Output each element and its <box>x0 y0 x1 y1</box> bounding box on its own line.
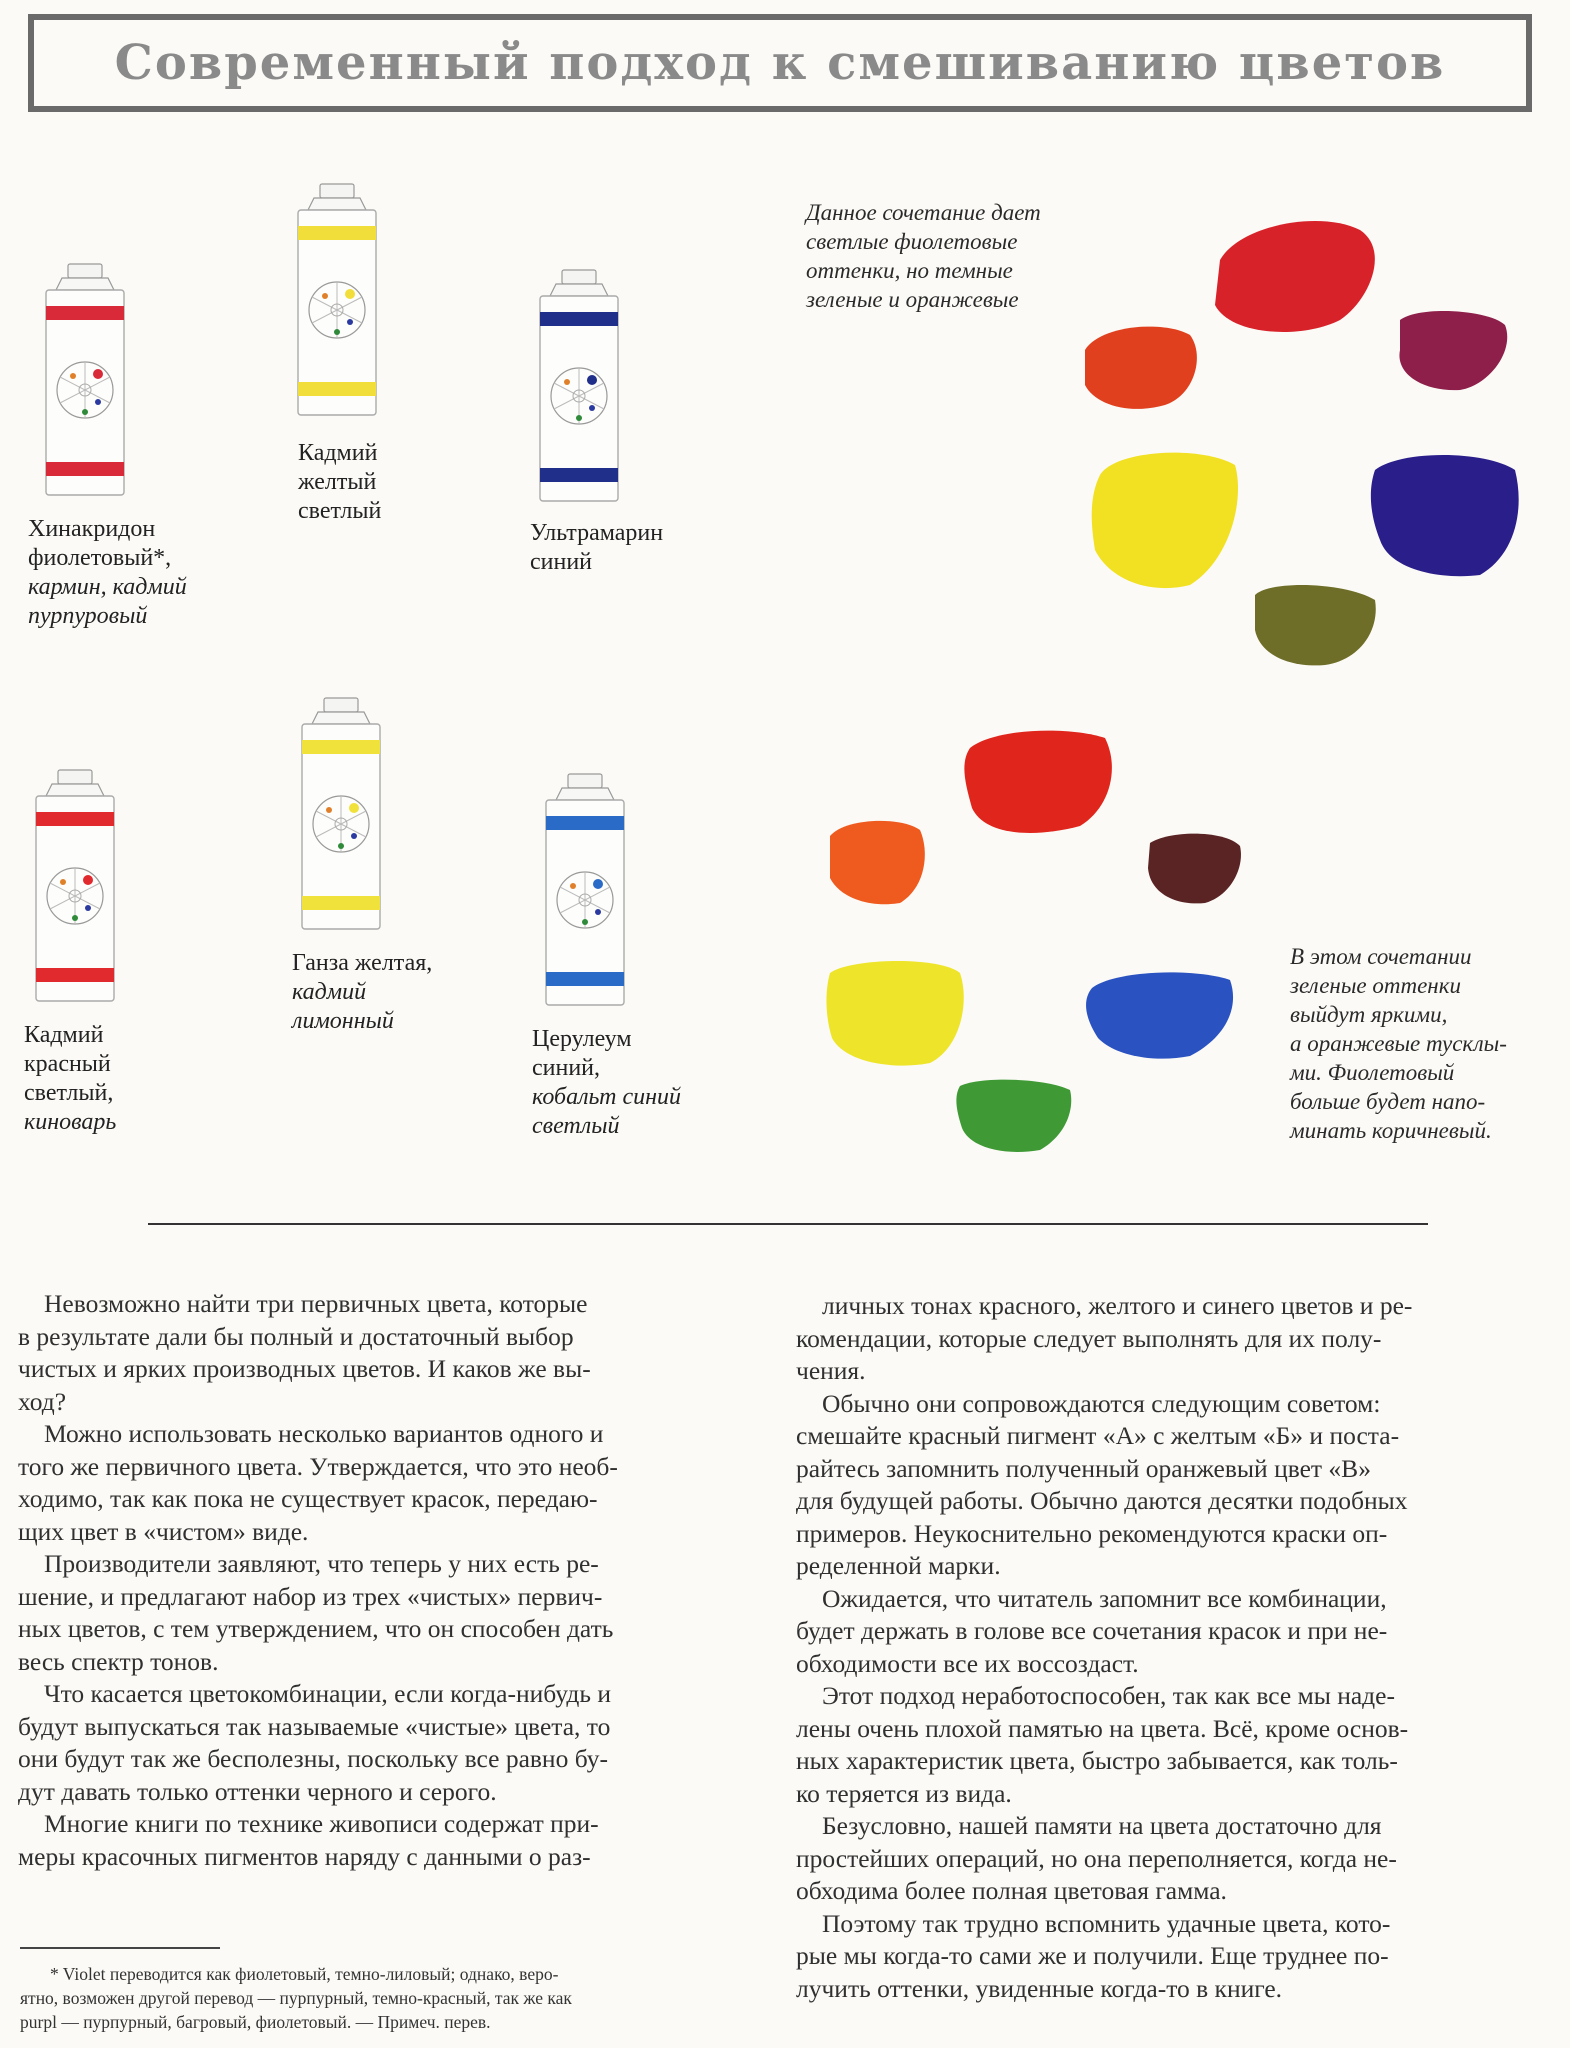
tube-color-wheel-icon <box>70 373 76 379</box>
tube-label-line: Кадмий <box>298 440 378 466</box>
body-line: будет держать в голове все сочетания красок и при не- <box>796 1616 1388 1645</box>
tube-color-wheel-icon <box>93 369 103 379</box>
tube-band <box>540 312 618 326</box>
caption-bottom-line: В этом сочетании <box>1290 944 1472 969</box>
tube-band <box>546 972 624 986</box>
paint-tube-icon <box>30 768 120 1008</box>
tube-color-wheel-icon <box>322 293 328 299</box>
tube-band <box>546 816 624 830</box>
body-paragraph <box>796 1680 1548 1810</box>
caption-bottom-line: минать коричневый. <box>1290 1118 1492 1143</box>
body-line: простейших операций, но она переполняется, когда не- <box>796 1843 1397 1873</box>
paint-tube-icon <box>534 268 624 508</box>
body-line: ко теряется из вида. <box>796 1778 1012 1808</box>
tube-color-wheel-icon <box>593 879 603 889</box>
footnote-divider <box>20 1947 220 1949</box>
body-line: весь спектр тонов. <box>18 1646 219 1676</box>
swatch-orange <box>830 821 925 904</box>
tube-band <box>36 812 114 826</box>
caption-bottom-line: выйдут яркими, <box>1290 1002 1448 1027</box>
tube-body <box>58 770 92 784</box>
tube-body <box>568 774 602 788</box>
label-cerulean <box>532 1025 681 1141</box>
tube-color-wheel-icon <box>564 379 570 385</box>
tube-label-alt-line: лимонный <box>292 1008 394 1034</box>
body-column-right <box>796 1290 1548 2005</box>
tube-quinacridone <box>40 262 130 502</box>
tube-color-wheel-icon <box>582 919 588 925</box>
tube-band <box>298 382 376 396</box>
paint-tube-icon <box>296 696 386 936</box>
body-line: в результате дали бы полный и достаточный выбор <box>18 1321 574 1351</box>
tube-color-wheel-icon <box>351 833 357 839</box>
body-line: Можно использовать несколько вариантов одного и <box>44 1419 604 1448</box>
body-paragraph <box>18 1548 768 1678</box>
paint-tube-icon <box>540 772 630 1012</box>
tube-label-alt-line: светлый <box>532 1113 620 1139</box>
body-line: комендации, которые следует выполнять для их полу- <box>796 1323 1382 1353</box>
body-line: Обычно они сопровождаются следующим советом: <box>822 1388 1381 1418</box>
swatch-wheel-2 <box>820 718 1260 1168</box>
tube-label-alt-line: кармин, кадмий <box>28 574 187 600</box>
body-line: дут давать только оттенки черного и серого. <box>18 1776 497 1806</box>
tube-color-wheel-icon <box>82 409 88 415</box>
tube-label-alt-line: киноварь <box>24 1109 117 1135</box>
body-paragraph <box>796 1810 1548 1908</box>
tube-color-wheel-icon <box>589 405 595 411</box>
body-line: Невозможно найти три первичных цвета, которые <box>44 1289 588 1318</box>
body-column-left <box>18 1288 768 1873</box>
body-line: меры красочных пигментов наряду с данными о раз- <box>18 1841 591 1871</box>
caption-top-line: светлые фиолетовые <box>806 229 1018 254</box>
tube-band <box>302 896 380 910</box>
tube-color-wheel-icon <box>334 329 340 335</box>
body-line: смешайте красный пигмент «А» с желтым «Б» и поста- <box>796 1421 1400 1450</box>
caption-top-line: оттенки, но темные <box>806 258 1013 283</box>
body-line: Производители заявляют, что теперь у них есть ре- <box>44 1549 599 1578</box>
tube-color-wheel-icon <box>72 915 78 921</box>
tube-color-wheel-icon <box>349 803 359 813</box>
body-line: рые мы когда-то сами же и получили. Еще труднее по- <box>796 1941 1389 1970</box>
tube-label-alt-line: кобальт синий <box>532 1084 682 1110</box>
tube-body <box>550 284 608 296</box>
tube-color-wheel-icon <box>347 319 353 325</box>
tube-color-wheel-icon <box>326 807 332 813</box>
caption-bottom-line: больше будет напо- <box>1290 1089 1486 1114</box>
tube-cerulean <box>540 772 630 1012</box>
caption-top-line: Данное сочетание дает <box>806 200 1041 225</box>
tube-color-wheel-icon <box>345 289 355 299</box>
swatch-brown <box>1148 834 1241 904</box>
body-line: щих цвет в «чистом» виде. <box>18 1516 309 1546</box>
caption-bottom-line: ми. Фиолетовый <box>1290 1060 1455 1085</box>
body-paragraph <box>796 1290 1548 1388</box>
tube-body <box>46 784 104 796</box>
body-line: ход? <box>18 1386 67 1416</box>
label-cadmium-red-light <box>24 1021 116 1137</box>
tube-cadmium-yellow-light <box>292 182 382 422</box>
swatch-red <box>964 731 1112 833</box>
swatch-red <box>1215 221 1375 332</box>
tube-band <box>46 306 124 320</box>
tube-color-wheel-icon <box>85 905 91 911</box>
tube-label-line: синий, <box>532 1055 601 1081</box>
body-line: лучить оттенки, увиденные когда-то в книге. <box>796 1973 1283 2003</box>
section-divider <box>148 1223 1428 1225</box>
body-paragraph <box>18 1288 768 1418</box>
swatch-blue <box>1086 972 1233 1058</box>
body-line: чистых и ярких производных цветов. И каков же вы- <box>18 1354 591 1383</box>
body-paragraph <box>796 1583 1548 1681</box>
body-line: чения. <box>796 1356 866 1385</box>
body-line: шение, и предлагают набор из трех «чистых» первич- <box>18 1581 603 1611</box>
swatch-wheel-1 <box>1070 210 1540 680</box>
body-line: обходимости все их воссоздаст. <box>796 1648 1139 1678</box>
caption-bottom-line: зеленые оттенки <box>1290 973 1461 998</box>
footnote <box>20 1962 760 2034</box>
body-line: обходима более полная цветовая гамма. <box>796 1876 1227 1905</box>
tube-ultramarine <box>534 268 624 508</box>
page-title: Современный подход к смешиванию цветов <box>114 35 1446 91</box>
body-paragraph <box>796 1388 1548 1583</box>
tube-band <box>302 740 380 754</box>
tube-band <box>46 462 124 476</box>
swatch-magenta <box>1399 311 1507 390</box>
tube-hansa-yellow <box>296 696 386 936</box>
tube-color-wheel-icon <box>587 375 597 385</box>
tube-label-alt-line: кадмий <box>292 979 367 1005</box>
body-line: Этот подход неработоспособен, так как все мы наде- <box>822 1681 1395 1710</box>
tube-color-wheel-icon <box>95 399 101 405</box>
body-paragraph <box>18 1808 768 1873</box>
body-paragraph <box>18 1678 768 1808</box>
tube-color-wheel-icon <box>338 843 344 849</box>
body-line: ных цветов, с тем утверждением, что он способен дать <box>18 1614 614 1643</box>
tube-band <box>36 968 114 982</box>
caption-top-line: зеленые и оранжевые <box>806 287 1019 312</box>
tube-body <box>324 698 358 712</box>
label-quinacridone <box>28 515 187 631</box>
footnote-line: * Violet переводится как фиолетовый, темно-лиловый; однако, веро- <box>50 1964 559 1984</box>
paint-tube-icon <box>40 262 130 502</box>
swatch-yellow <box>1092 453 1238 588</box>
caption-top <box>806 198 1041 314</box>
body-line: они будут так же бесполезны, поскольку все равно бу- <box>18 1744 608 1773</box>
swatch-olive <box>1255 585 1376 665</box>
swatch-orange <box>1085 327 1197 409</box>
label-ultramarine <box>530 519 663 577</box>
tube-label-line: светлый <box>298 498 382 524</box>
tube-band <box>540 468 618 482</box>
body-line: для будущей работы. Обычно даются десятки подобных <box>796 1486 1408 1515</box>
label-cadmium-yellow-light <box>298 439 381 526</box>
body-line: ходимо, так как пока не существует красок, передаю- <box>18 1484 598 1513</box>
tube-label-line: синий <box>530 549 593 575</box>
body-line: Что касается цветокомбинации, если когда-нибудь и <box>44 1679 612 1708</box>
tube-body <box>308 198 366 210</box>
title-frame <box>28 14 1532 112</box>
label-hansa-yellow <box>292 949 432 1036</box>
body-line: того же первичного цвета. Утверждается, что это необ- <box>18 1451 618 1481</box>
body-line: Поэтому так трудно вспомнить удачные цвета, кото- <box>822 1908 1391 1938</box>
body-line: будут выпускаться так называемые «чистые» цвета, то <box>18 1711 611 1741</box>
body-line: примеров. Неукоснительно рекомендуются краски оп- <box>796 1518 1388 1548</box>
tube-body <box>320 184 354 198</box>
body-line: Ожидается, что читатель запомнит все комбинации, <box>822 1583 1387 1613</box>
body-paragraph <box>796 1908 1548 2006</box>
body-line: ределенной марки. <box>796 1551 1001 1580</box>
tube-color-wheel-icon <box>60 879 66 885</box>
swatch-green <box>956 1080 1071 1152</box>
tube-color-wheel-icon <box>576 415 582 421</box>
tube-body <box>312 712 370 724</box>
swatch-yellow <box>826 961 963 1066</box>
body-line: райтесь запомнить полученный оранжевый цвет «В» <box>796 1453 1371 1483</box>
tube-label-line: Ультрамарин <box>530 520 664 546</box>
tube-label-line: Кадмий <box>24 1022 104 1048</box>
tube-label-line: Церулеум <box>532 1026 632 1052</box>
tube-color-wheel-icon <box>570 883 576 889</box>
tube-color-wheel-icon <box>595 909 601 915</box>
tube-label-line: фиолетовый*, <box>28 545 172 571</box>
tube-color-wheel-icon <box>83 875 93 885</box>
body-line: лены очень плохой памятью на цвета. Всё, кроме основ- <box>796 1713 1409 1743</box>
body-line: Безусловно, нашей памяти на цвета достаточно для <box>822 1811 1382 1840</box>
tube-body <box>68 264 102 278</box>
tube-label-line: красный <box>24 1051 111 1077</box>
tube-body <box>56 278 114 290</box>
body-line: ных характеристик цвета, быстро забывается, как толь- <box>796 1746 1398 1775</box>
tube-cadmium-red-light <box>30 768 120 1008</box>
footnote-line: ятно, возможен другой перевод — пурпурный, темно-красный, так же как <box>20 1988 572 2008</box>
footnote-line: purpl — пурпурный, багровый, фиолетовый. — Примеч. перев. <box>20 2012 491 2032</box>
tube-label-line: светлый, <box>24 1080 114 1106</box>
tube-body <box>562 270 596 284</box>
tube-label-line: желтый <box>298 469 377 495</box>
caption-bottom-line: а оранжевые тусклы- <box>1290 1031 1507 1056</box>
body-paragraph <box>18 1418 768 1548</box>
body-line: Многие книги по технике живописи содержат при- <box>44 1809 599 1838</box>
paint-tube-icon <box>292 182 382 422</box>
tube-label-line: Ганза желтая, <box>292 950 433 976</box>
tube-band <box>298 226 376 240</box>
caption-bottom <box>1290 942 1507 1145</box>
tube-label-line: Хинакридон <box>28 516 156 542</box>
swatch-violet <box>1371 455 1519 576</box>
tube-body <box>556 788 614 800</box>
tube-label-alt-line: пурпуровый <box>28 603 148 629</box>
body-line: личных тонах красного, желтого и синего цветов и ре- <box>822 1291 1413 1320</box>
